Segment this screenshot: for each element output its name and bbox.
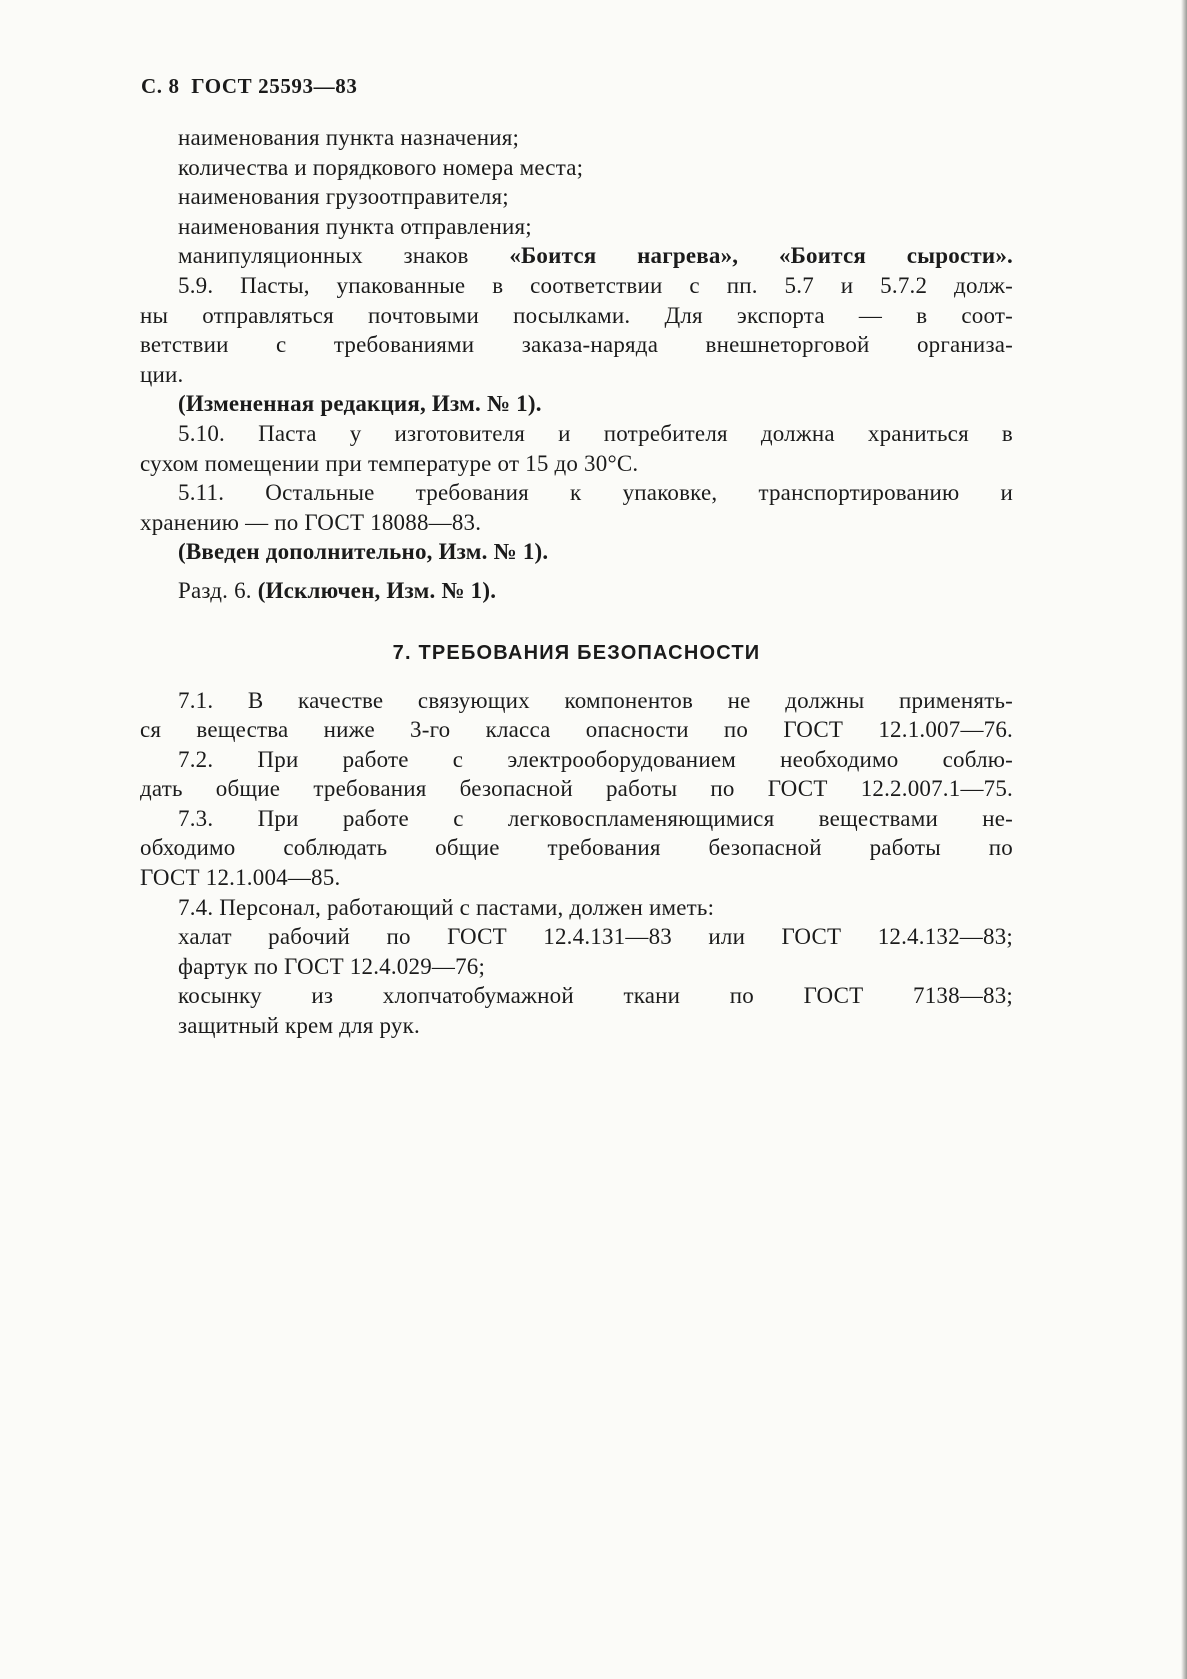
bold-text-run: 7. ТРЕБОВАНИЯ БЕЗОПАСНОСТИ — [392, 641, 761, 664]
text-line — [140, 863, 1013, 893]
paragraph — [140, 576, 1013, 606]
text-run: ны отправляться почтовыми посылками. Для экспорта — в соот- — [140, 302, 1013, 328]
text-run: ся вещества ниже 3-го класса опасности по ГОСТ 12.1.007—76. — [140, 717, 1013, 743]
text-line — [140, 123, 1013, 153]
paragraph — [140, 537, 1013, 567]
text-run: манипуляционных знаков — [178, 243, 510, 269]
scan-edge-shadow — [1181, 0, 1187, 1679]
text-run: ГОСТ 12.1.004—85. — [140, 865, 341, 891]
paragraph — [140, 153, 1013, 183]
text-line — [140, 301, 1013, 331]
text-line — [140, 833, 1013, 863]
bold-text-run: (Исключен, Изм. № 1). — [257, 577, 497, 603]
text-line — [140, 478, 1013, 508]
text-line — [140, 330, 1013, 360]
paragraph — [140, 804, 1013, 893]
text-line — [140, 922, 1013, 952]
text-run: халат рабочий по ГОСТ 12.4.131—83 или ГОСТ 12.4.132—83; — [178, 924, 1013, 950]
text-run: хранению — по ГОСТ 18088—83. — [140, 509, 482, 535]
paragraph — [140, 981, 1013, 1011]
text-line — [140, 715, 1013, 745]
text-line — [140, 419, 1013, 449]
text-line — [140, 981, 1013, 1011]
paragraph — [140, 271, 1013, 389]
paragraph — [140, 686, 1013, 745]
text-line — [140, 241, 1013, 271]
paragraph — [140, 745, 1013, 804]
text-line — [140, 271, 1013, 301]
text-line — [140, 893, 1013, 923]
section-heading — [140, 640, 1013, 666]
text-line — [140, 212, 1013, 242]
text-line — [140, 804, 1013, 834]
paragraph — [140, 478, 1013, 537]
text-line — [140, 1011, 1013, 1041]
text-run: 7.2. При работе с электрооборудованием необходимо соблю- — [178, 746, 1013, 772]
paragraph — [140, 1011, 1013, 1041]
text-run: ветствии с требованиями заказа-наряда внешнеторговой организа- — [140, 332, 1013, 358]
bold-text-run: (Измененная редакция, Изм. № 1). — [178, 391, 542, 417]
text-run: 5.10. Паста у изготовителя и потребителя должна храниться в — [178, 420, 1013, 446]
text-line — [140, 182, 1013, 212]
text-line — [140, 576, 1013, 606]
text-run: фартук по ГОСТ 12.4.029—76; — [178, 953, 486, 979]
text-run: дать общие требования безопасной работы по ГОСТ 12.2.007.1—75. — [140, 776, 1013, 802]
text-run: количества и порядкового номера места; — [178, 154, 584, 180]
paragraph — [140, 182, 1013, 212]
text-run: 5.9. Пасты, упакованные в соответствии с пп. 5.7 и 5.7.2 долж- — [178, 272, 1013, 298]
text-run: обходимо соблюдать общие требования безопасной работы по — [140, 835, 1013, 861]
text-line — [140, 153, 1013, 183]
paragraph — [140, 212, 1013, 242]
text-line — [140, 508, 1013, 538]
paragraph — [140, 123, 1013, 153]
text-run: 7.4. Персонал, работающий с пастами, должен иметь: — [178, 894, 715, 920]
text-line — [140, 686, 1013, 716]
bold-text-run: (Введен дополнительно, Изм. № 1). — [178, 539, 549, 565]
text-run: сухом помещении при температуре от 15 до 30°С. — [140, 450, 639, 476]
paragraph — [140, 389, 1013, 419]
text-run: наименования пункта назначения; — [178, 125, 520, 150]
text-line — [140, 360, 1013, 390]
text-run: косынку из хлопчатобумажной ткани по ГОСТ 7138—83; — [178, 983, 1013, 1009]
paragraph — [140, 241, 1013, 271]
text-run: Разд. 6. — [178, 577, 258, 603]
text-run: 5.11. Остальные требования к упаковке, транспортированию и — [178, 480, 1013, 506]
text-line — [140, 389, 1013, 419]
document-body — [140, 123, 1013, 1041]
bold-text-run: «Боится нагрева», «Боится сырости». — [509, 243, 1013, 269]
text-run: наименования грузоотправителя; — [178, 184, 509, 210]
text-run: наименования пункта отправления; — [178, 213, 532, 239]
paragraph — [140, 893, 1013, 923]
text-line — [140, 774, 1013, 804]
paragraph — [140, 922, 1013, 952]
text-line — [140, 745, 1013, 775]
paragraph — [140, 952, 1013, 982]
page-header: С. 8 ГОСТ 25593—83 — [141, 74, 358, 98]
text-line — [140, 449, 1013, 479]
text-line — [140, 640, 1013, 666]
text-run: ции. — [140, 361, 184, 387]
text-run: 7.3. При работе с легковоспламеняющимися веществами не- — [178, 805, 1013, 831]
paragraph — [140, 419, 1013, 478]
text-run: защитный крем для рук. — [178, 1013, 420, 1039]
text-run: 7.1. В качестве связующих компонентов не должны применять- — [178, 687, 1013, 713]
text-line — [140, 537, 1013, 567]
text-line — [140, 952, 1013, 982]
